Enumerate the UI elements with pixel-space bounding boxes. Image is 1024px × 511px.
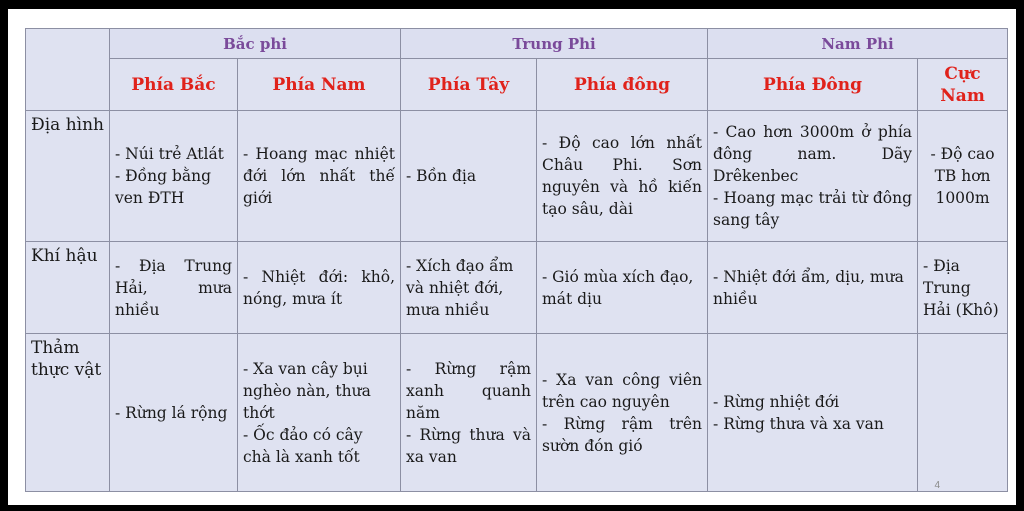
sub-header-east-south: Phía Đông: [708, 59, 918, 111]
terrain-north: - Núi trẻ Atlát - Đồng bằng ven ĐTH: [110, 111, 238, 242]
climate-east-south: - Nhiệt đới ẩm, dịu, mưa nhiều: [708, 242, 918, 334]
climate-east: - Gió mùa xích đạo, mát dịu: [537, 242, 708, 334]
sub-header-north: Phía Bắc: [110, 59, 238, 111]
group-header-north-africa: Bắc phi: [110, 29, 401, 59]
sub-header-east: Phía đông: [537, 59, 708, 111]
row-header-terrain: Địa hình: [26, 111, 110, 242]
group-header-central-africa: Trung Phi: [401, 29, 708, 59]
vegetation-north: - Rừng lá rộng: [110, 334, 238, 492]
table-row-vegetation: [26, 334, 1008, 492]
sub-header-south: Phía Nam: [238, 59, 401, 111]
terrain-south: - Hoang mạc nhiệt đới lớn nhất thế giới: [238, 111, 401, 242]
group-header-south-africa: Nam Phi: [708, 29, 1008, 59]
climate-north: - Địa Trung Hải, mưa nhiều: [110, 242, 238, 334]
terrain-east-south: - Cao hơn 3000m ở phía đông nam. Dãy Drêkenbec - Hoang mạc trải từ đông sang tây: [708, 111, 918, 242]
climate-west: - Xích đạo ẩm và nhiệt đới, mưa nhiều: [401, 242, 537, 334]
vegetation-east-south: - Rừng nhiệt đới - Rừng thưa và xa van: [708, 334, 918, 492]
table-row-climate: [26, 242, 1008, 334]
climate-far-south: - Địa Trung Hải (Khô): [918, 242, 1008, 334]
sub-header-west: Phía Tây: [401, 59, 537, 111]
corner-cell: [26, 29, 110, 111]
terrain-far-south: - Độ cao TB hơn 1000m: [918, 111, 1008, 242]
page-number: 4: [934, 480, 940, 491]
sub-header-far-south: Cực Nam: [918, 59, 1008, 111]
row-header-vegetation: Thảm thực vật: [26, 334, 110, 492]
africa-regions-table: [25, 28, 1008, 492]
vegetation-east: - Xa van công viên trên cao nguyên - Rừng rậm trên sườn đón gió: [537, 334, 708, 492]
terrain-east: - Độ cao lớn nhất Châu Phi. Sơn nguyên và hồ kiến tạo sâu, dài: [537, 111, 708, 242]
terrain-west: - Bồn địa: [401, 111, 537, 242]
climate-south: - Nhiệt đới: khô, nóng, mưa ít: [238, 242, 401, 334]
vegetation-far-south: [918, 334, 1008, 492]
row-header-climate: Khí hậu: [26, 242, 110, 334]
slide: [8, 9, 1016, 505]
vegetation-west: - Rừng rậm xanh quanh năm - Rừng thưa và xa van: [401, 334, 537, 492]
table-row-terrain: [26, 111, 1008, 242]
vegetation-south: - Xa van cây bụi nghèo nàn, thưa thớt - Ốc đảo có cây chà là xanh tốt: [238, 334, 401, 492]
